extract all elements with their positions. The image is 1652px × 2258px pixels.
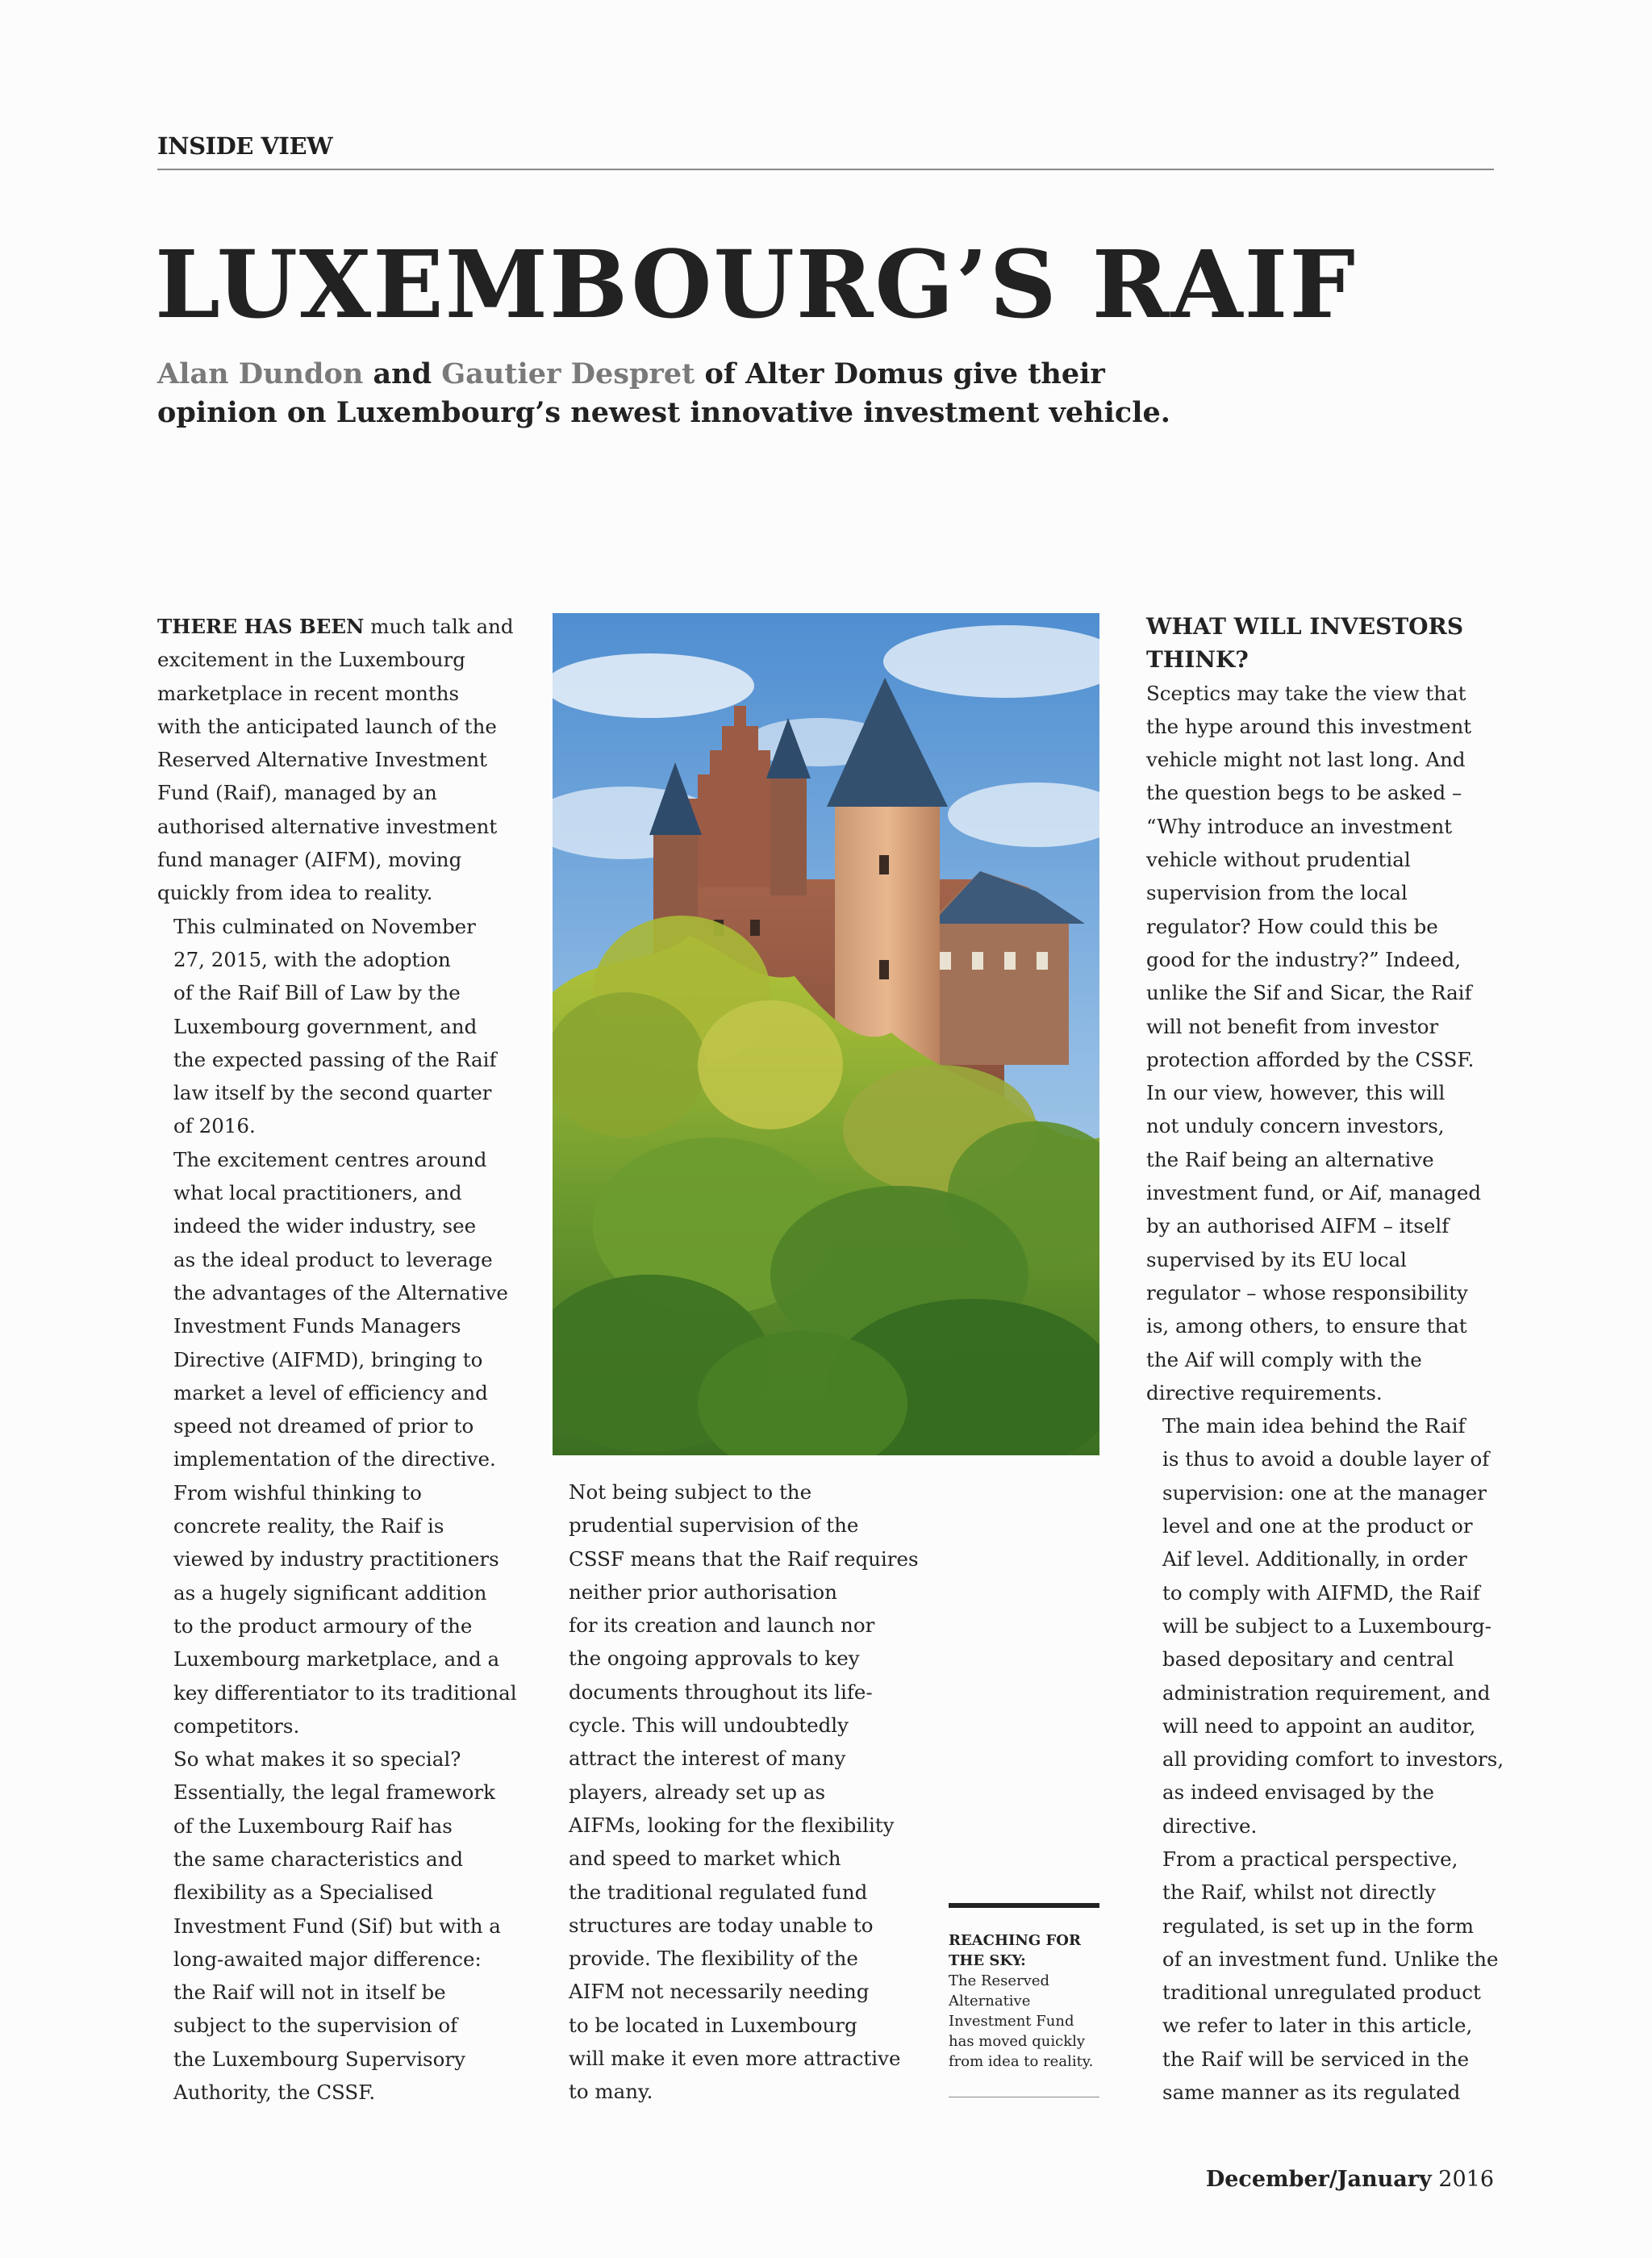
text-line: the traditional regulated fund	[569, 1880, 868, 1904]
text-line: with the anticipated launch of the	[157, 714, 497, 738]
text-line: supervision: one at the manager	[1162, 1480, 1487, 1505]
text-line: the Luxembourg Supervisory	[173, 2047, 465, 2071]
text-line: Reserved Alternative Investment	[157, 748, 487, 772]
text-line: authorised alternative investment	[157, 814, 498, 838]
standfirst-joiner: and	[373, 357, 432, 390]
text-line: Investment Funds Managers	[173, 1314, 461, 1338]
header-rule	[157, 169, 1494, 170]
caption-text-line: has moved quickly	[949, 2033, 1086, 2050]
text-line: quickly from idea to reality.	[157, 881, 433, 905]
text-line: Not being subject to the	[569, 1480, 812, 1504]
text-line: regulator? How could this be	[1146, 914, 1438, 938]
text-line: to the product armoury of the	[173, 1613, 473, 1638]
text-line: market a level of efficiency and	[173, 1380, 488, 1404]
text-line: indeed the wider industry, see	[173, 1214, 477, 1238]
article-paragraph	[157, 610, 520, 910]
text-line: of 2016.	[173, 1114, 256, 1138]
text-line: speed not dreamed of prior to	[173, 1414, 474, 1438]
text-line: Sceptics may take the view that	[1146, 681, 1466, 705]
caption-text-line: from idea to reality.	[949, 2053, 1094, 2070]
castle-photo	[553, 613, 1099, 1455]
text-line: competitors.	[173, 1713, 300, 1738]
text-line: the Raif will not in itself be	[173, 1980, 446, 2005]
lead-in: THERE HAS BEEN	[157, 615, 365, 638]
text-line: supervision from the local	[1146, 881, 1408, 905]
caption-rule-top	[949, 1903, 1099, 1908]
column-subhead: THINK?	[1146, 646, 1249, 674]
text-line: AIFM not necessarily needing	[569, 1980, 870, 2004]
text-line: investment fund, or Aif, managed	[1146, 1181, 1482, 1205]
text-line: all providing comfort to investors,	[1162, 1747, 1504, 1772]
text-line: Luxembourg government, and	[173, 1014, 478, 1038]
text-line: players, already set up as	[569, 1780, 826, 1804]
text-line: will be subject to a Luxembourg-	[1162, 1613, 1491, 1638]
issue-date: December/January	[1205, 2167, 1432, 2192]
text-line: to be located in Luxembourg	[569, 2013, 857, 2037]
text-line: unlike the Sif and Sicar, the Raif	[1146, 981, 1472, 1005]
caption-title-line: REACHING FOR	[949, 1932, 1081, 1949]
text-line: From wishful thinking to	[173, 1480, 422, 1505]
text-line: for its creation and launch nor	[569, 1613, 875, 1638]
text-line: Luxembourg marketplace, and a	[173, 1647, 500, 1672]
text-line: good for the industry?” Indeed,	[1146, 947, 1461, 971]
text-line: of an investment fund. Unlike the	[1162, 1947, 1499, 1971]
text-line: structures are today unable to	[569, 1913, 874, 1937]
text-line: viewed by industry practitioners	[173, 1547, 499, 1571]
text-line: supervised by its EU local	[1146, 1247, 1407, 1271]
text-line: of the Luxembourg Raif has	[173, 1813, 453, 1838]
text-line: and speed to market which	[569, 1847, 841, 1871]
text-line: implementation of the directive.	[173, 1447, 496, 1471]
text-line: 27, 2015, with the adoption	[173, 947, 451, 971]
text-line: subject to the supervision of	[173, 2014, 458, 2038]
text-line: flexibility as a Specialised	[173, 1880, 434, 1905]
page-footer	[1206, 2167, 1494, 2192]
text-line: what local practitioners, and	[173, 1181, 462, 1205]
text-line: attract the interest of many	[569, 1747, 846, 1771]
caption-title-line: THE SKY:	[949, 1952, 1026, 1969]
issue-year: 2016	[1438, 2167, 1494, 2192]
article-paragraph	[1146, 1843, 1509, 2109]
text-line: the Aif will comply with the	[1146, 1347, 1422, 1371]
standfirst	[157, 355, 1287, 432]
text-line: not unduly concern investors,	[1146, 1114, 1445, 1138]
text-line: the question begs to be asked –	[1146, 781, 1462, 805]
castle-photo-svg	[553, 613, 1099, 1455]
text-line: The excitement centres around	[173, 1147, 487, 1171]
text-line: concrete reality, the Raif is	[173, 1514, 444, 1538]
text-line: the Raif will be serviced in the	[1162, 2047, 1470, 2071]
text-line: the ongoing approvals to key	[569, 1647, 860, 1671]
text-line: the Raif, whilst not directly	[1162, 1880, 1436, 1905]
standfirst-line-1	[157, 355, 1287, 394]
text-line: the same characteristics and	[173, 1847, 464, 1871]
text-line: Investment Fund (Sif) but with a	[173, 1914, 501, 1938]
text-line: administration requirement, and	[1162, 1680, 1491, 1705]
section-label: INSIDE VIEW	[157, 132, 333, 160]
text-line: In our view, however, this will	[1146, 1081, 1446, 1105]
text-line: key differentiator to its traditional	[173, 1680, 517, 1705]
text-line: by an authorised AIFM – itself	[1146, 1214, 1450, 1238]
text-line: AIFMs, looking for the flexibility	[569, 1813, 895, 1837]
text-line: regulated, is set up in the form	[1162, 1914, 1474, 1938]
article-paragraph	[553, 1475, 919, 2109]
text-line: will need to appoint an auditor,	[1162, 1713, 1476, 1738]
text-line: is, among others, to ensure that	[1146, 1314, 1467, 1338]
text-line: vehicle without prudential	[1146, 848, 1411, 872]
column-subhead: WHAT WILL INVESTORS	[1146, 613, 1464, 640]
text-line: Essentially, the legal framework	[173, 1780, 495, 1805]
photo-caption	[949, 1930, 1110, 2072]
text-line: same manner as its regulated	[1162, 2081, 1461, 2105]
text-line: level and one at the product or	[1162, 1514, 1473, 1538]
text-line: traditional unregulated product	[1162, 1980, 1481, 2005]
text-line: regulator – whose responsibility	[1146, 1280, 1468, 1304]
caption-text-line: Investment Fund	[949, 2013, 1074, 2030]
article-column-3	[1146, 610, 1509, 2109]
text-line: as a hugely significant addition	[173, 1580, 487, 1605]
text-line: directive.	[1162, 1813, 1258, 1838]
article-paragraph	[157, 1476, 520, 1743]
article-paragraph	[157, 910, 520, 1143]
author-name: Gautier Despret	[441, 357, 695, 390]
text-line: to comply with AIFMD, the Raif	[1162, 1580, 1480, 1605]
text-line: we refer to later in this article,	[1162, 2014, 1473, 2038]
text-line: “Why introduce an investment	[1146, 814, 1453, 838]
text-line: of the Raif Bill of Law by the	[173, 981, 461, 1005]
text-line: based depositary and central	[1162, 1647, 1454, 1672]
text-line: will not benefit from investor	[1146, 1014, 1439, 1038]
text-line: marketplace in recent months	[157, 681, 460, 705]
text-line: Authority, the CSSF.	[173, 2081, 376, 2105]
article-title: LUXEMBOURG’S RAIF	[155, 231, 1357, 340]
text-line: the advantages of the Alternative	[173, 1280, 508, 1304]
article-paragraph	[1146, 677, 1509, 1410]
text-line: the expected passing of the Raif	[173, 1047, 497, 1071]
text-line: vehicle might not last long. And	[1146, 748, 1466, 772]
text-line: The main idea behind the Raif	[1162, 1414, 1466, 1438]
standfirst-line-2: opinion on Luxembourg’s newest innovative investment vehicle.	[157, 396, 1170, 429]
text-line: This culminated on November	[173, 914, 476, 938]
text-line: CSSF means that the Raif requires	[569, 1546, 919, 1571]
text-line: So what makes it so special?	[173, 1747, 461, 1772]
caption-text-line: The Reserved	[949, 1972, 1050, 1989]
text-line: fund manager (AIFM), moving	[157, 848, 462, 872]
text-run: much talk and	[364, 615, 514, 638]
article-column-1	[157, 610, 520, 2109]
text-line: the Raif being an alternative	[1146, 1147, 1434, 1171]
text-line: prudential supervision of the	[569, 1513, 859, 1538]
text-line: the hype around this investment	[1146, 714, 1472, 738]
text-line: neither prior authorisation	[569, 1580, 837, 1604]
text-line: long-awaited major difference:	[173, 1947, 482, 1971]
author-name: Alan Dundon	[157, 357, 364, 390]
article-paragraph	[157, 1743, 520, 2109]
text-line: From a practical perspective,	[1162, 1847, 1458, 1871]
article-paragraph	[1146, 1409, 1509, 1843]
text-line: documents throughout its life-	[569, 1680, 873, 1704]
text-line: Fund (Raif), managed by an	[157, 781, 437, 805]
text-line: Directive (AIFMD), bringing to	[173, 1347, 483, 1371]
standfirst-text: of Alter Domus give their	[704, 357, 1105, 390]
caption-text-line: Alternative	[949, 1993, 1031, 2010]
text-line: protection afforded by the CSSF.	[1146, 1047, 1475, 1071]
text-line	[157, 610, 520, 643]
text-line: cycle. This will undoubtedly	[569, 1713, 849, 1738]
text-line: will make it even more attractive	[569, 2047, 901, 2071]
article-column-2	[553, 1475, 919, 2109]
text-line: directive requirements.	[1146, 1380, 1383, 1404]
text-line: excitement in the Luxembourg	[157, 648, 465, 672]
text-line: to many.	[569, 2080, 653, 2104]
text-line: is thus to avoid a double layer of	[1162, 1447, 1490, 1471]
text-line: as indeed envisaged by the	[1162, 1780, 1434, 1805]
text-line: law itself by the second quarter	[173, 1081, 492, 1105]
text-line: provide. The flexibility of the	[569, 1947, 858, 1971]
text-line: Aif level. Additionally, in order	[1162, 1547, 1467, 1571]
article-paragraph	[157, 1143, 520, 1476]
text-line: as the ideal product to leverage	[173, 1247, 493, 1271]
